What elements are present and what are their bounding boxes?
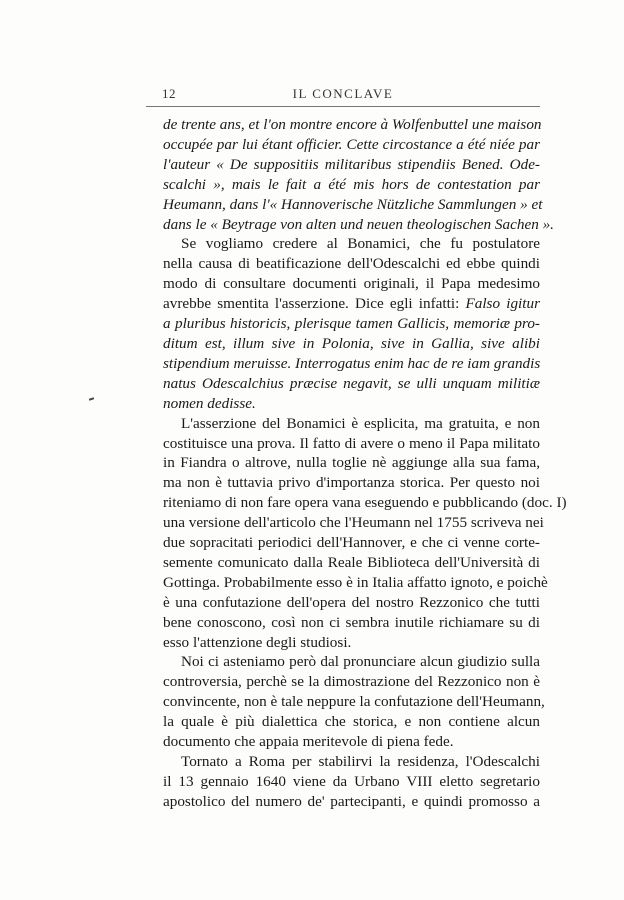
text-line: ma non è tuttavia privo d'importanza storica. Per questo noi [163, 474, 540, 492]
text-line: Gottinga. Probabilmente esso è in Italia affatto ignoto, e poichè [163, 573, 548, 591]
body-text [163, 115, 567, 812]
text-line: a pluribus historicis, plerisque tamen Gallicis, memoriæ pro- [163, 315, 540, 333]
text-line: de trente ans, et l'on montre encore à Wolfenbuttel une maison [163, 116, 542, 133]
text-line: Tornato a Roma per stabilirvi la residenza, l'Odescalchi [181, 753, 540, 770]
text-line: è una confutazione dell'opera del nostro Rezzonico che tutti [163, 593, 540, 611]
text-line: L'asserzione del Bonamici è esplicita, ma gratuita, e non [181, 414, 540, 432]
text-line: l'auteur « De suppositiis militaribus stipendiis Bened. Ode- [163, 155, 540, 173]
running-title: IL CONCLAVE [292, 86, 394, 101]
text-line: una versione dell'articolo che l'Heumann nel 1755 scriveva nei [163, 514, 544, 532]
text-line: Noi ci asteniamo però dal pronunciare alcun giudizio sulla [181, 653, 540, 671]
text-line: Se vogliamo credere al Bonamici, che fu postulatore [181, 235, 540, 253]
text-line: la quale è più dialettica che storica, e non contiene alcun [163, 713, 540, 731]
page-number: 12 [162, 86, 176, 101]
text-line: modo di consultare documenti originali, il Papa medesimo [163, 275, 540, 293]
text-line: natus Odescalchius præcise negavit, se ulli unquam militiæ [163, 374, 540, 392]
text-line: costituisce una prova. Il fatto di avere o meno il Papa militato [163, 434, 540, 452]
text-line: scalchi », mais le fait a été mis hors de contestation par [163, 175, 540, 193]
text-line: convincente, non è tale neppure la confutazione dell'Heumann, [163, 693, 545, 711]
text-line: occupée par lui étant officier. Cette circostance a été niée par [163, 135, 540, 153]
text-line: in Fiandra o altrove, nulla toglie nè aggiunge alla sua fama, [163, 454, 540, 472]
text-line: documento che appaia meritevole di piena fede. [163, 733, 454, 751]
text-line: riteniamo di non fare opera vana eseguendo e pubblicando (doc. I) [163, 494, 567, 512]
latin-quote-start: Falso igitur [465, 295, 540, 313]
text-line: avrebbe smentita l'asserzione. Dice egli infatti: Falso igitur [163, 295, 540, 313]
text-line: il 13 gennaio 1640 viene da Urbano VIII eletto segretario [163, 772, 540, 790]
text-line: nella causa di beatificazione dell'Odescalchi ed ebbe quindi [163, 255, 540, 273]
margin-mark [89, 397, 94, 400]
header-rule [146, 106, 540, 107]
text-line: nomen dedisse. [163, 394, 256, 412]
text-line: due sopracitati periodici dell'Hannover, e che ci venne corte- [163, 534, 540, 552]
text-line: controversia, perchè se la dimostrazione del Rezzonico non è [163, 673, 540, 691]
text-line: ditum est, illum sive in Polonia, sive in Gallia, sive alibi [163, 334, 540, 352]
text-line: semente comunicato dalla Reale Biblioteca dell'Università di [163, 553, 540, 571]
text-line: esso l'attenzione degli studiosi. [163, 633, 352, 651]
text-line: Heumann, dans l'« Hannoverische Nützliche Sammlungen » et [163, 195, 543, 213]
text-line: dans le « Beytrage von alten und neuen theologischen Sachen ». [163, 215, 554, 233]
text-line: stipendium meruisse. Interrogatus enim hac de re iam grandis [163, 354, 541, 372]
text-line: apostolico del numero de' partecipanti, e quindi promosso a [163, 792, 540, 810]
text-line: bene conoscono, così non ci sembra inutile richiamare su di [163, 613, 540, 631]
page-header [146, 86, 540, 106]
